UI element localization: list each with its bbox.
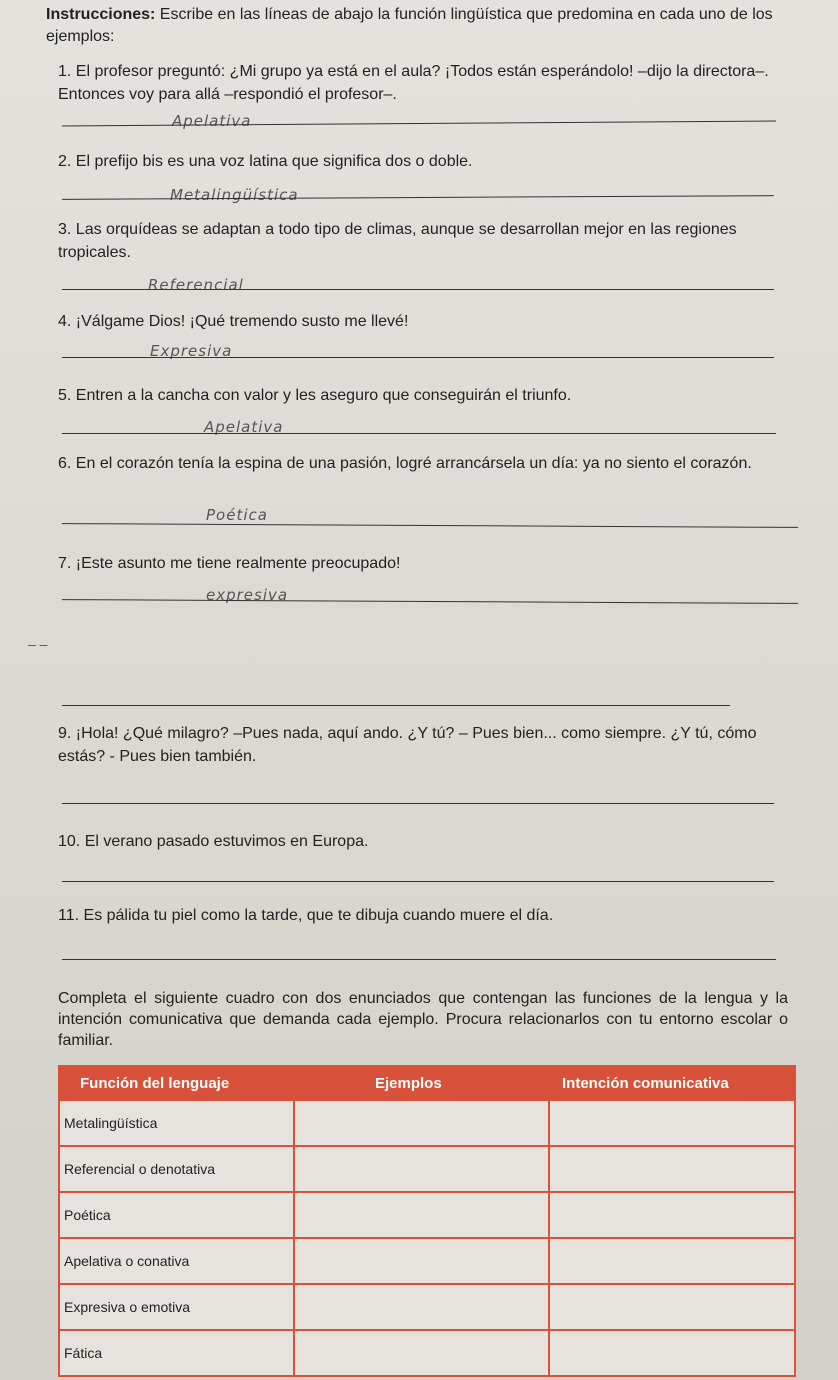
item-text: Las orquídeas se adaptan a todo tipo de climas, aunque se desarrollan mejor en las regiones tropicales. [58, 221, 737, 261]
answer-line-10[interactable] [62, 880, 774, 882]
row-label: Referencial o denotativa [59, 1146, 294, 1192]
intention-cell[interactable] [549, 1330, 795, 1376]
item-text: ¡Hola! ¿Qué milagro? –Pues nada, aquí ando. ¿Y tú? – Pues bien... como siempre. ¿Y tú, cómo estás? - Pues bien también. [58, 725, 757, 765]
item-number: 6. [58, 455, 72, 472]
intention-cell[interactable] [549, 1284, 795, 1330]
intention-cell[interactable] [549, 1238, 795, 1284]
item-number: 2. [58, 153, 72, 170]
item-number: 10. [58, 833, 81, 850]
item-number: 5. [58, 387, 72, 404]
exercise-item-11 [58, 904, 798, 927]
answer-line-6[interactable] [62, 522, 798, 528]
handwritten-answer-5[interactable]: Apelativa [204, 418, 284, 436]
row-label: Apelativa o conativa [59, 1238, 294, 1284]
table-row [59, 1238, 795, 1284]
exercise-item-4 [58, 310, 798, 333]
table-row [59, 1330, 795, 1376]
example-cell[interactable] [294, 1100, 549, 1146]
example-cell[interactable] [294, 1284, 549, 1330]
instructions-label: Instrucciones: [46, 6, 156, 23]
item-number: 3. [58, 221, 72, 238]
exercise-item-5 [58, 384, 798, 407]
intention-cell[interactable] [549, 1146, 795, 1192]
answer-line-1[interactable] [62, 120, 776, 127]
table-row [59, 1100, 795, 1146]
header-intencion: Intención comunicativa [549, 1066, 795, 1100]
exercise-item-3 [58, 218, 798, 264]
exercise-item-6 [58, 452, 798, 475]
instructions-text: Escribe en las líneas de abajo la función lingüística que predomina en cada uno de los ejemplos: [46, 6, 773, 45]
example-cell[interactable] [294, 1146, 549, 1192]
item-text: ¡Válgame Dios! ¡Qué tremendo susto me llevé! [75, 313, 409, 330]
item-number: 4. [58, 313, 72, 330]
handwritten-answer-7[interactable]: expresiva [206, 586, 289, 604]
table-instructions: Completa el siguiente cuadro con dos enunciados que contengan las funciones de la lengua y la intención comunicativa que demanda cada ejemplo. Procura relacionarlos con tu entorno escolar o familiar. [58, 990, 788, 1049]
exercise-item-9 [58, 722, 798, 768]
handwritten-answer-3[interactable]: Referencial [148, 276, 244, 294]
item-text: El prefijo bis es una voz latina que significa dos o doble. [75, 153, 473, 170]
handwritten-answer-2[interactable]: Metalingüística [170, 186, 299, 204]
item-text: Entren a la cancha con valor y les aseguro que conseguirán el triunfo. [75, 387, 572, 404]
exercise-item-1 [58, 60, 798, 106]
functions-table [58, 1065, 796, 1377]
handwritten-answer-1[interactable]: Apelativa [172, 112, 252, 130]
table-row [59, 1192, 795, 1238]
item-text: El profesor preguntó: ¿Mi grupo ya está en el aula? ¡Todos están esperándolo! –dijo la directora–. Entonces voy para allá –respondió el profesor–. [58, 63, 769, 103]
example-cell[interactable] [294, 1238, 549, 1284]
answer-line-3[interactable] [62, 288, 774, 290]
item-number: 9. [58, 725, 72, 742]
row-label: Poética [59, 1192, 294, 1238]
answer-line-5[interactable] [62, 432, 776, 434]
answer-line-2[interactable] [62, 194, 774, 200]
header-funcion: Función del lenguaje [59, 1066, 294, 1100]
table-row [59, 1284, 795, 1330]
row-label: Expresiva o emotiva [59, 1284, 294, 1330]
item-text: ¡Este asunto me tiene realmente preocupado! [75, 555, 401, 572]
item-number: 11. [58, 907, 80, 924]
item-text: Es pálida tu piel como la tarde, que te dibuja cuando muere el día. [83, 907, 554, 924]
row-label: Metalingüística [59, 1100, 294, 1146]
example-cell[interactable] [294, 1192, 549, 1238]
answer-line-4[interactable] [62, 356, 774, 358]
intention-cell[interactable] [549, 1100, 795, 1146]
row-label: Fática [59, 1330, 294, 1376]
item-number: 1. [58, 63, 72, 80]
intention-cell[interactable] [549, 1192, 795, 1238]
exercise-item-2 [58, 150, 798, 173]
item-text: El verano pasado estuvimos en Europa. [84, 833, 369, 850]
table-row [59, 1146, 795, 1192]
answer-line-11[interactable] [62, 958, 776, 960]
instructions [46, 4, 826, 48]
handwritten-answer-6[interactable]: Poética [206, 506, 268, 524]
dash-mark: – – [28, 636, 48, 652]
answer-line-9[interactable] [62, 802, 774, 804]
exercise-item-10 [58, 830, 798, 853]
handwritten-answer-4[interactable]: Expresiva [150, 342, 233, 360]
header-ejemplos: Ejemplos [294, 1066, 549, 1100]
exercise-item-7 [58, 552, 798, 575]
answer-line-8[interactable] [62, 704, 730, 706]
example-cell[interactable] [294, 1330, 549, 1376]
item-number: 7. [58, 555, 72, 572]
item-text: En el corazón tenía la espina de una pasión, logré arrancársela un día: ya no siento el corazón. [75, 455, 752, 472]
answer-line-7[interactable] [62, 598, 798, 604]
